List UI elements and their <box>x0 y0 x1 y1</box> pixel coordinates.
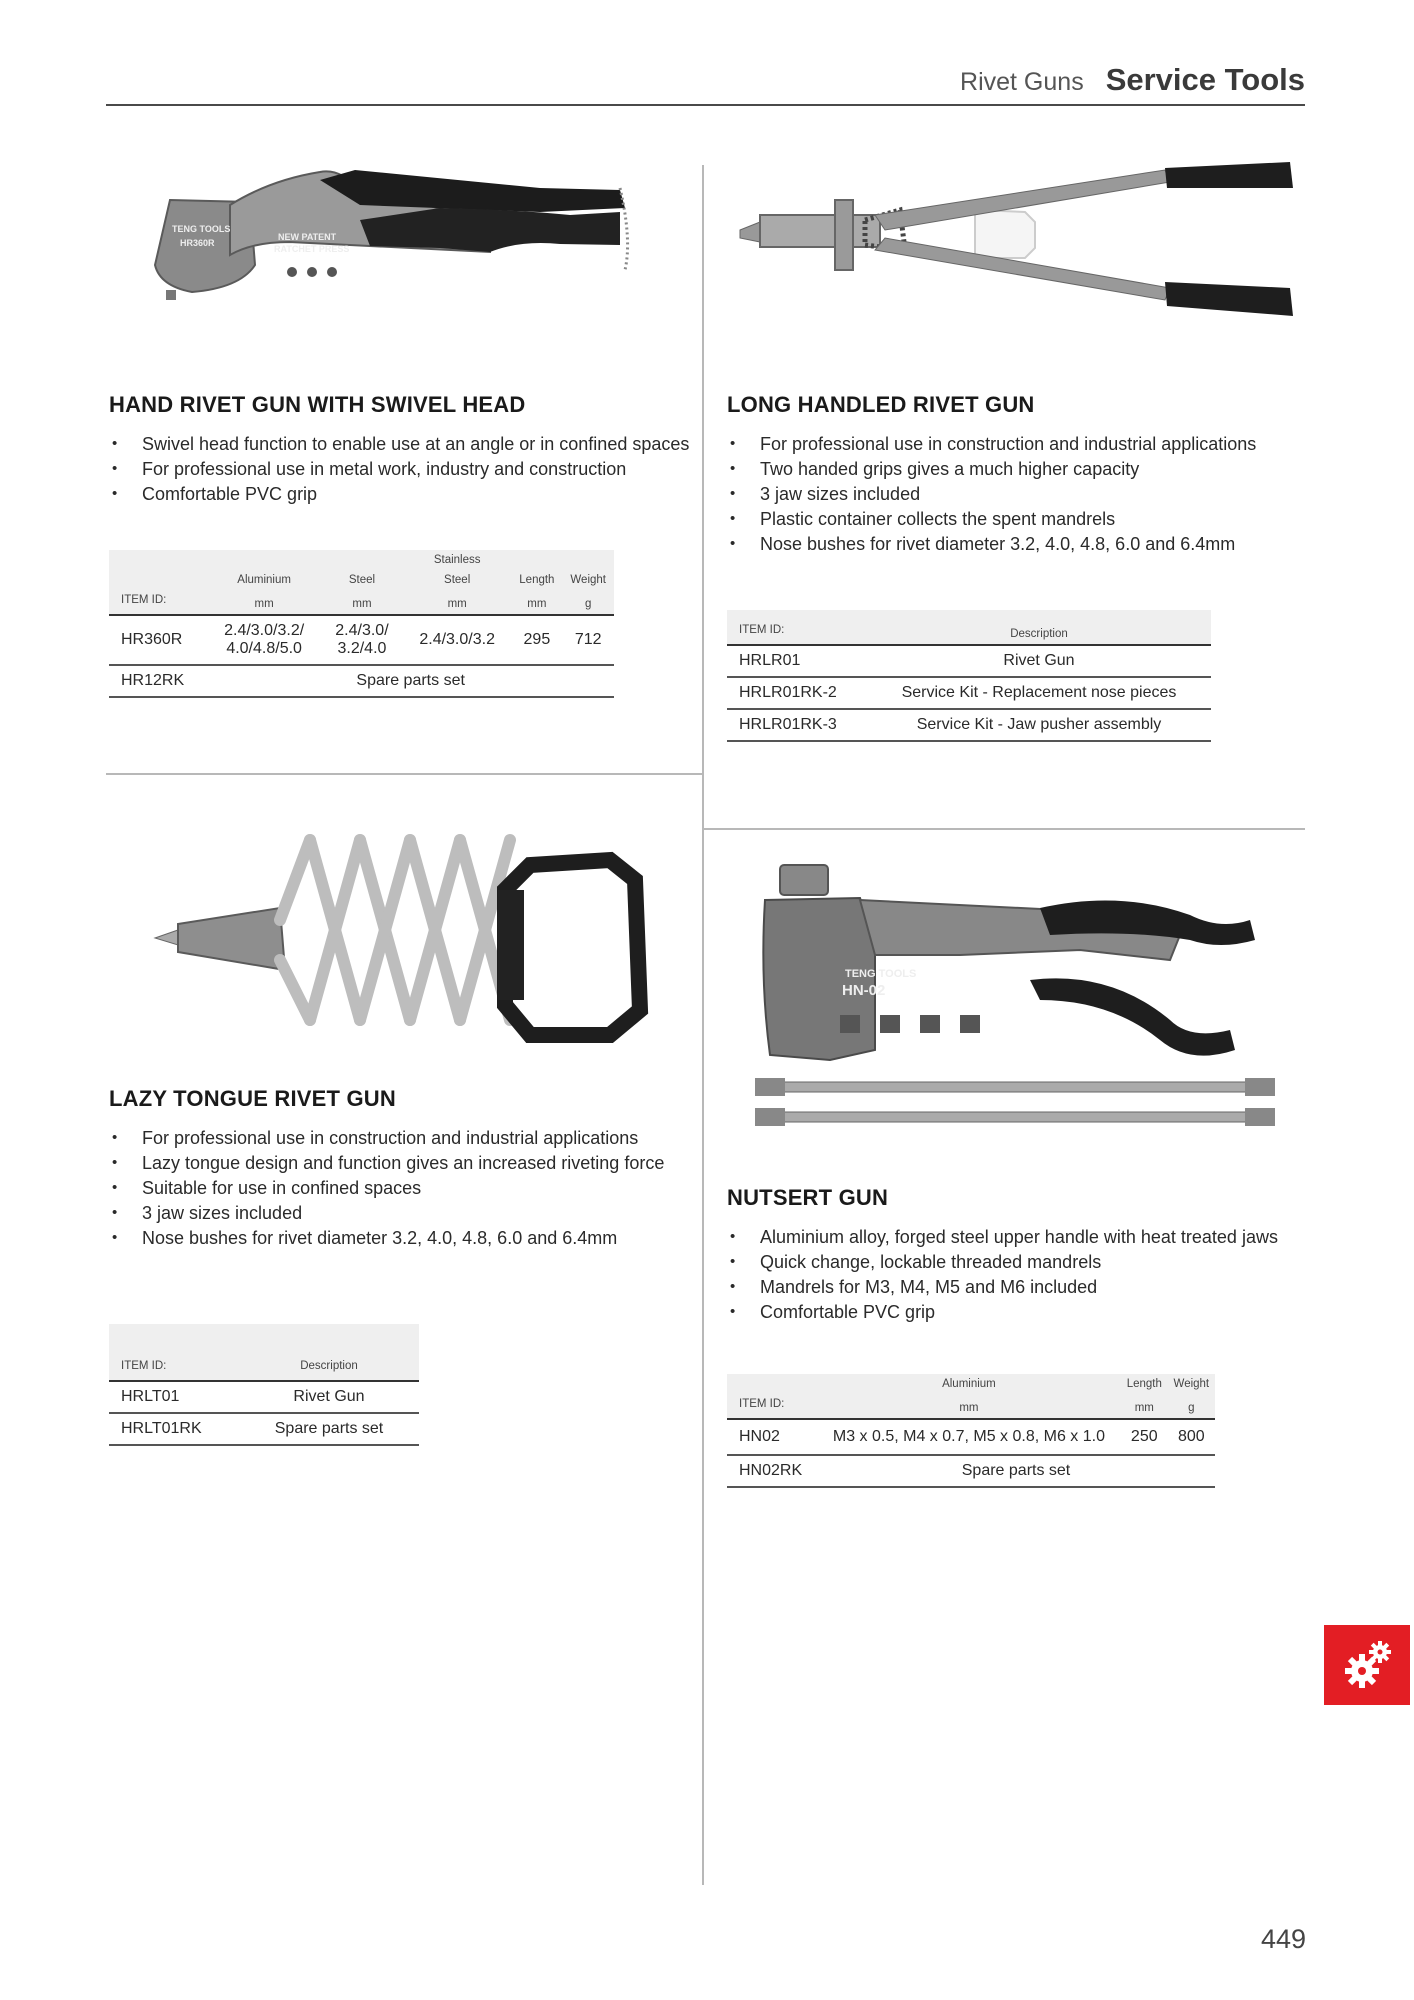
list-item: • Two handed grips gives a much higher capacity <box>727 457 1305 482</box>
table-header: mm <box>511 590 562 615</box>
item-description: Spare parts set <box>239 1413 419 1445</box>
header-rule <box>106 104 1305 106</box>
item-description: Spare parts set <box>207 665 614 697</box>
table-row <box>109 1381 419 1413</box>
table-row <box>109 615 614 665</box>
table-header: Weight <box>1173 1378 1210 1390</box>
nutsert-spec-table <box>727 1374 1215 1488</box>
table-header: mm <box>817 1394 1121 1419</box>
table-header: g <box>562 590 614 615</box>
table-header: mm <box>1121 1394 1168 1419</box>
list-item: • Suitable for use in confined spaces <box>109 1176 694 1201</box>
nutsert-features <box>727 1225 1305 1325</box>
swivel-title: HAND RIVET GUN WITH SWIVEL HEAD <box>109 392 526 417</box>
table-header: ITEM ID: <box>109 590 207 615</box>
table-header: Aluminium <box>942 1378 996 1390</box>
item-description: Rivet Gun <box>867 645 1211 677</box>
aluminium-range-line1: 2.4/3.0/3.2/ <box>224 622 305 639</box>
long-features <box>727 432 1305 557</box>
swivel-image-label-2: HR360R <box>180 238 215 248</box>
long-rivet-gun-image <box>725 160 1305 330</box>
table-header: Description <box>239 1324 419 1381</box>
item-id: HR12RK <box>109 665 207 697</box>
list-item: • 3 jaw sizes included <box>727 482 1305 507</box>
list-item: • 3 jaw sizes included <box>109 1201 694 1226</box>
table-header: Steel <box>348 574 376 586</box>
list-item: • Swivel head function to enable use at an angle or in confined spaces <box>109 432 694 457</box>
aluminium-range-line2: 4.0/4.8/5.0 <box>226 640 302 657</box>
steel-range-line2: 3.2/4.0 <box>337 640 387 657</box>
section-tab[interactable] <box>1324 1625 1410 1705</box>
list-item: • Nose bushes for rivet diameter 3.2, 4.0, 4.8, 6.0 and 6.4mm <box>109 1226 694 1251</box>
list-item: • Comfortable PVC grip <box>727 1300 1305 1325</box>
header-subtitle: Rivet Guns <box>960 68 1084 96</box>
table-header: Weight <box>570 574 606 586</box>
item-id: HRLR01 <box>727 645 867 677</box>
item-id: HRLT01RK <box>109 1413 239 1445</box>
item-id: HRLT01 <box>109 1381 239 1413</box>
nutsert-gun-image <box>750 860 1280 1140</box>
list-item: • Mandrels for M3, M4, M5 and M6 included <box>727 1275 1305 1300</box>
swivel-rivet-gun-image <box>140 160 650 350</box>
item-description: Spare parts set <box>817 1455 1215 1487</box>
item-id: HR360R <box>109 615 207 665</box>
table-row <box>727 645 1211 677</box>
list-item: • Plastic container collects the spent mandrels <box>727 507 1305 532</box>
item-description: Rivet Gun <box>239 1381 419 1413</box>
swivel-image-label-3: NEW PATENT <box>278 232 337 242</box>
nutsert-image-label-2: HN-02 <box>842 982 886 999</box>
long-title: LONG HANDLED RIVET GUN <box>727 392 1035 417</box>
table-header: Length <box>1126 1378 1162 1390</box>
weight-value: 712 <box>562 615 614 665</box>
length-value: 250 <box>1121 1419 1168 1455</box>
item-id: HRLR01RK-2 <box>727 677 867 709</box>
table-row <box>109 1413 419 1445</box>
table-row <box>727 1419 1215 1455</box>
table-header: ITEM ID: <box>109 1324 239 1381</box>
nutsert-image-label-1: TENG TOOLS <box>845 968 917 980</box>
table-row <box>727 677 1211 709</box>
list-item: • For professional use in construction and industrial applications <box>109 1126 694 1151</box>
item-id: HRLR01RK-3 <box>727 709 867 741</box>
gears-icon <box>1324 1625 1410 1705</box>
aluminium-sizes: M3 x 0.5, M4 x 0.7, M5 x 0.8, M6 x 1.0 <box>817 1419 1121 1455</box>
list-item: • Quick change, lockable threaded mandrels <box>727 1250 1305 1275</box>
table-header: Stainless <box>433 554 481 566</box>
left-section-divider <box>106 773 703 775</box>
table-row <box>727 1455 1215 1487</box>
swivel-features <box>109 432 694 507</box>
nutsert-title: NUTSERT GUN <box>727 1185 889 1210</box>
item-id: HN02 <box>727 1419 817 1455</box>
steel-range-line1: 2.4/3.0/ <box>335 622 389 639</box>
swivel-image-label-4: RATCHET PRESS <box>274 244 350 254</box>
list-item: • Comfortable PVC grip <box>109 482 694 507</box>
stainless-range: 2.4/3.0/3.2 <box>403 615 511 665</box>
page-number: 449 <box>1260 1924 1306 1954</box>
swivel-spec-table <box>109 550 614 698</box>
weight-value: 800 <box>1168 1419 1215 1455</box>
item-id: HN02RK <box>727 1455 817 1487</box>
table-header: Steel <box>444 574 471 586</box>
table-header: g <box>1168 1394 1215 1419</box>
table-header: mm <box>207 590 321 615</box>
item-description: Service Kit - Replacement nose pieces <box>867 677 1211 709</box>
page-header <box>960 62 1305 98</box>
table-header: Aluminium <box>237 574 291 586</box>
table-header: mm <box>321 590 403 615</box>
table-row <box>109 665 614 697</box>
table-header: ITEM ID: <box>727 1394 817 1419</box>
table-header: ITEM ID: <box>727 610 867 645</box>
table-header: Length <box>519 574 555 586</box>
list-item: • For professional use in construction and industrial applications <box>727 432 1305 457</box>
length-value: 295 <box>511 615 562 665</box>
lazy-title: LAZY TONGUE RIVET GUN <box>109 1086 396 1111</box>
list-item: • Aluminium alloy, forged steel upper handle with heat treated jaws <box>727 1225 1305 1250</box>
swivel-image-label-1: TENG TOOLS <box>172 224 231 234</box>
long-spec-table <box>727 610 1211 742</box>
list-item: • Lazy tongue design and function gives an increased riveting force <box>109 1151 694 1176</box>
lazy-features <box>109 1126 694 1251</box>
table-row <box>727 709 1211 741</box>
list-item: • Nose bushes for rivet diameter 3.2, 4.0, 4.8, 6.0 and 6.4mm <box>727 532 1305 557</box>
table-header: mm <box>403 590 511 615</box>
header-title: Service Tools <box>1105 62 1305 97</box>
list-item: • For professional use in metal work, industry and construction <box>109 457 694 482</box>
column-divider <box>702 165 704 1885</box>
right-section-divider <box>703 828 1305 830</box>
item-description: Service Kit - Jaw pusher assembly <box>867 709 1211 741</box>
table-header: Description <box>867 610 1211 645</box>
lazy-spec-table <box>109 1324 419 1446</box>
lazy-tongue-rivet-gun-image <box>150 820 650 1050</box>
